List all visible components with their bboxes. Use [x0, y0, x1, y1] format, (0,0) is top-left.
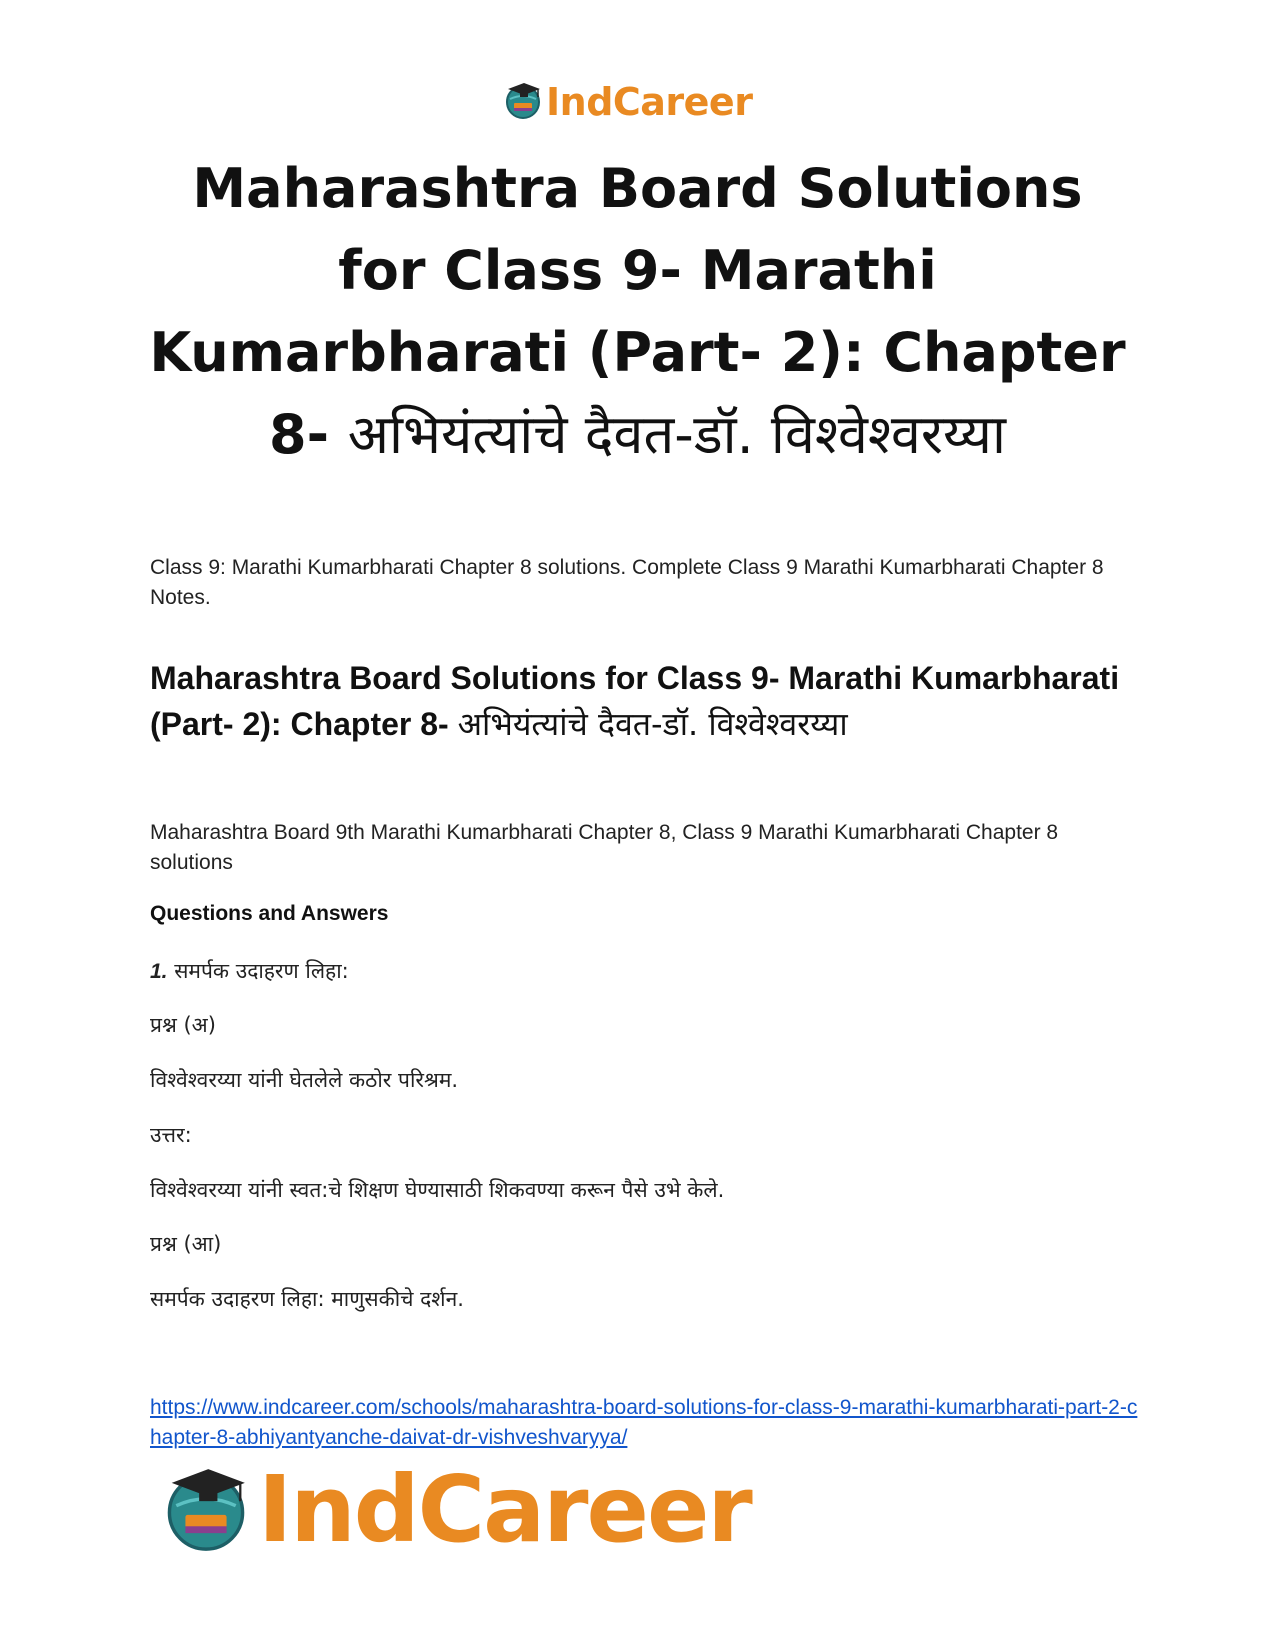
section-description: Maharashtra Board 9th Marathi Kumarbharati Chapter 8, Class 9 Marathi Kumarbharati Chapter 8 solutions	[150, 821, 1059, 874]
qa-heading: Questions and Answers	[150, 902, 389, 925]
footer-logo	[158, 1455, 751, 1565]
question-a-label: प्रश्न (अ)	[150, 1013, 216, 1037]
logo-text: IndCareer	[258, 1456, 751, 1563]
source-url-link[interactable]: https://www.indcareer.com/schools/maharashtra-board-solutions-for-class-9-marathi-kumarbharati-part-2-chapter-8-abhiyantyanche-daivat-dr-vishveshvaryya/	[150, 1396, 1138, 1449]
intro-paragraph: Class 9: Marathi Kumarbharati Chapter 8 solutions. Complete Class 9 Marathi Kumarbharati Chapter 8 Notes.	[150, 556, 1104, 609]
question-aa-text: समर्पक उदाहरण लिहा: माणुसकीचे दर्शन.	[150, 1287, 464, 1311]
question-a-text: विश्वेश्वरय्या यांनी घेतलेले कठोर परिश्रम.	[150, 1068, 459, 1092]
globe-graduation-cap-icon	[158, 1460, 254, 1561]
section-heading-devanagari: अभियंत्यांचे दैवत-डॉ. विश्वेश्वरय्या	[457, 705, 848, 743]
answer-label: उत्तर:	[150, 1123, 192, 1147]
page-title-latin: Maharashtra Board Solutions for Class 9- Marathi Kumarbharati (Part- 2): Chapter 8-	[149, 157, 1126, 466]
page-title	[140, 148, 1135, 476]
page-title-devanagari: अभियंत्यांचे दैवत-डॉ. विश्वेश्वरय्या	[347, 403, 1006, 466]
question-text: समर्पक उदाहरण लिहा:	[174, 959, 349, 983]
section-heading-latin: Maharashtra Board Solutions for Class 9- Marathi Kumarbharati (Part- 2): Chapter 8-	[150, 660, 1120, 742]
section-heading	[150, 655, 1140, 747]
answer-text: विश्वेश्वरय्या यांनी स्वत:चे शिक्षण घेण्यासाठी शिकवण्या करून पैसे उभे केले.	[150, 1178, 725, 1202]
logo-text: IndCareer	[546, 80, 753, 124]
question-number: 1.	[150, 960, 168, 983]
globe-graduation-cap-icon	[502, 79, 544, 126]
header-logo	[502, 80, 752, 124]
question-aa-label: प्रश्न (आ)	[150, 1232, 222, 1256]
question-1	[150, 957, 349, 985]
